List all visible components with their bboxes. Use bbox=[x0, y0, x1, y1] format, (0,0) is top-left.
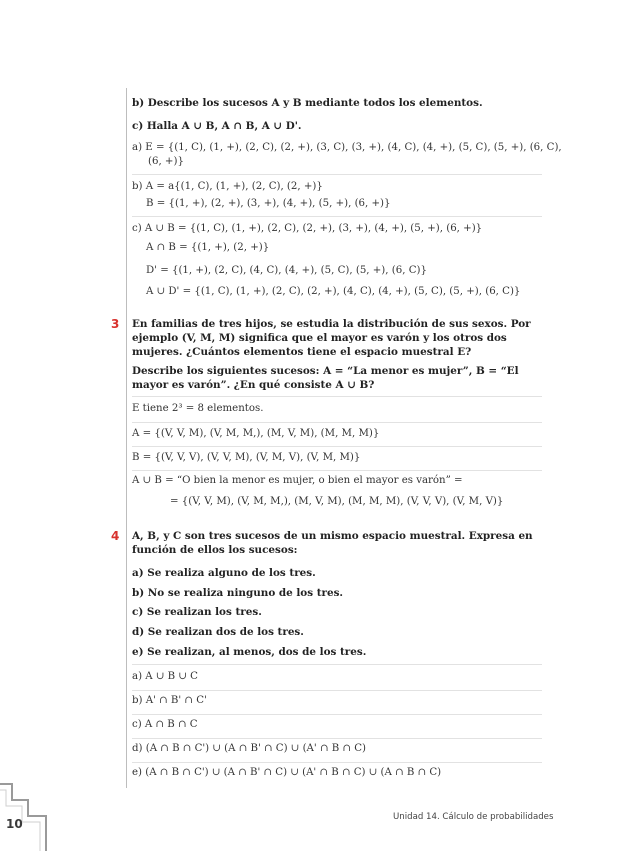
answer-2c-dprime: D' = {(1, +), (2, C), (4, C), (4, +), (5, C), (5, +), (6, C)} bbox=[146, 265, 427, 276]
question-4e: e) Se realizan, al menos, dos de los tres. bbox=[132, 646, 367, 658]
answer-2b-b: B = {(1, +), (2, +), (3, +), (4, +), (5, +), (6, +)} bbox=[146, 198, 391, 209]
exercise-number: 4 bbox=[111, 529, 120, 543]
separator bbox=[132, 690, 542, 691]
separator bbox=[132, 446, 542, 447]
separator bbox=[132, 216, 542, 217]
answer-2b-a: b) A = a{(1, C), (1, +), (2, C), (2, +)} bbox=[132, 181, 323, 192]
left-margin-rule bbox=[126, 88, 127, 788]
question-2c: c) Halla A ∪ B, A ∩ B, A ∪ D'. bbox=[132, 120, 302, 132]
answer-2a: a) E = {(1, C), (1, +), (2, C), (2, +), (3, C), (3, +), (4, C), (4, +), (5, C), (5, +), (6, C), bbox=[132, 142, 562, 153]
separator bbox=[132, 664, 542, 665]
question-4b: b) No se realiza ninguno de los tres. bbox=[132, 587, 344, 599]
separator bbox=[132, 470, 542, 471]
separator bbox=[132, 714, 542, 715]
page-number: 10 bbox=[6, 817, 23, 831]
answer-2c-union: c) A ∪ B = {(1, C), (1, +), (2, C), (2, +), (3, +), (4, +), (5, +), (6, +)} bbox=[132, 223, 483, 234]
answer-4b: b) A' ∩ B' ∩ C' bbox=[132, 695, 207, 706]
answer-4c: c) A ∩ B ∩ C bbox=[132, 719, 198, 730]
separator bbox=[132, 422, 542, 423]
answer-3-a: A = {(V, V, M), (V, M, M,), (M, V, M), (M, M, M)} bbox=[132, 428, 380, 439]
question-4c: c) Se realizan los tres. bbox=[132, 606, 262, 618]
answer-3-b: B = {(V, V, V), (V, V, M), (V, M, V), (V, M, M)} bbox=[132, 452, 361, 463]
exercise-number: 3 bbox=[111, 317, 120, 331]
answer-4d: d) (A ∩ B ∩ C') ∪ (A ∩ B' ∩ C) ∪ (A' ∩ B ∩ C) bbox=[132, 743, 366, 754]
separator bbox=[132, 174, 542, 175]
question-4a: a) Se realiza alguno de los tres. bbox=[132, 567, 316, 579]
answer-4a: a) A ∪ B ∪ C bbox=[132, 671, 198, 682]
answer-2c-union-dprime: A ∪ D' = {(1, C), (1, +), (2, C), (2, +), (4, C), (4, +), (5, C), (5, +), (6, C)} bbox=[146, 286, 521, 297]
separator bbox=[132, 396, 542, 397]
answer-2a-cont: (6, +)} bbox=[148, 156, 184, 167]
question-3: En familias de tres hijos, se estudia la distribución de sus sexos. Por ejemplo (V, M, M) significa que el mayor es varón y los otros dos mujeres. ¿Cuántos elementos tiene el espacio muestral E? bbox=[132, 318, 531, 358]
question-3-sub: Describe los siguientes sucesos: A = “La menor es mujer”, B = “El mayor es varón”. ¿En qué consiste A ∪ B? bbox=[132, 365, 519, 391]
unit-title: Unidad 14. Cálculo de probabilidades bbox=[393, 812, 554, 822]
answer-3-size: E tiene 2³ = 8 elementos. bbox=[132, 403, 264, 414]
answer-3-union: A ∪ B = “O bien la menor es mujer, o bien el mayor es varón” = bbox=[132, 475, 463, 486]
question-2b: b) Describe los sucesos A y B mediante todos los elementos. bbox=[132, 97, 483, 109]
answer-4e: e) (A ∩ B ∩ C') ∪ (A ∩ B' ∩ C) ∪ (A' ∩ B ∩ C) ∪ (A ∩ B ∩ C) bbox=[132, 767, 442, 778]
answer-2c-intersection: A ∩ B = {(1, +), (2, +)} bbox=[146, 242, 270, 253]
separator bbox=[132, 762, 542, 763]
question-4d: d) Se realizan dos de los tres. bbox=[132, 626, 304, 638]
answer-3-union-set: = {(V, V, M), (V, M, M,), (M, V, M), (M, M, M), (V, V, V), (V, M, V)} bbox=[170, 496, 504, 507]
question-4: A, B, y C son tres sucesos de un mismo espacio muestral. Expresa en función de ellos los sucesos: bbox=[132, 530, 533, 556]
page-corner-decoration bbox=[0, 780, 80, 851]
separator bbox=[132, 738, 542, 739]
